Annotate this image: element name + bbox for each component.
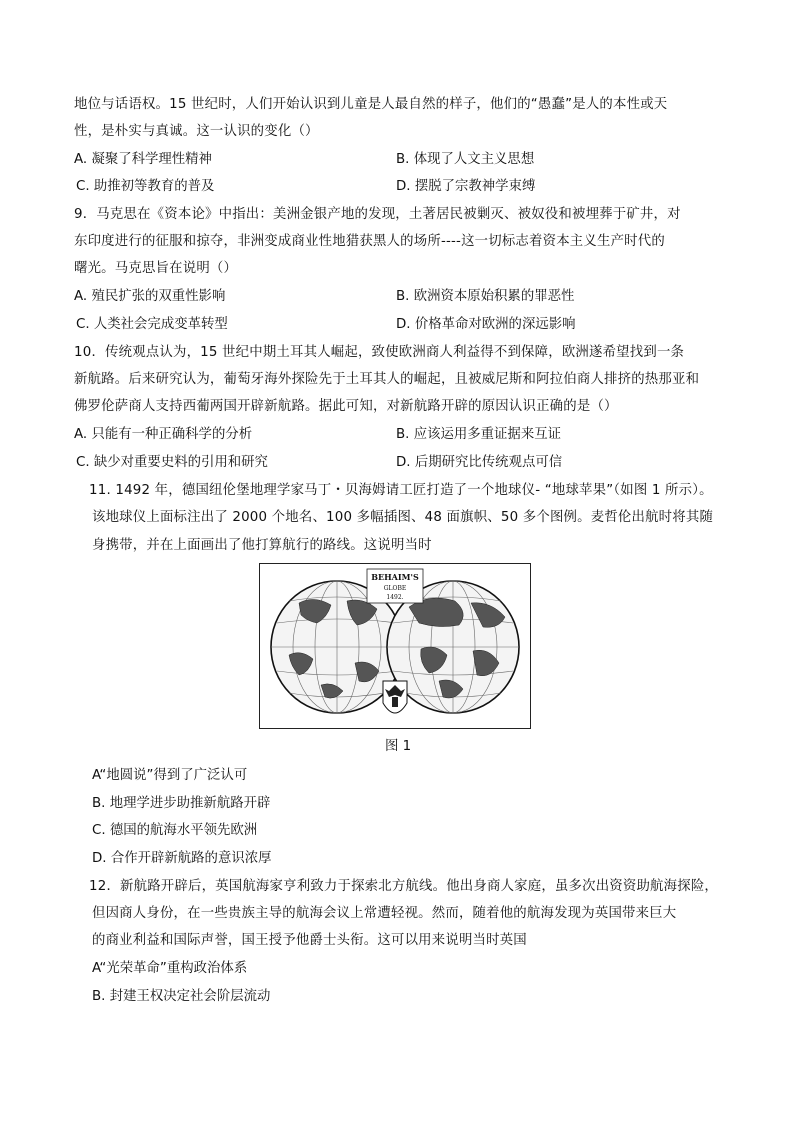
q10-option-b[interactable]: B. 应该运用多重证据来互证 bbox=[396, 427, 561, 442]
q9-option-b[interactable]: B. 欧洲资本原始积累的罪恶性 bbox=[396, 289, 575, 304]
q8-option-a[interactable]: A. 凝聚了科学理性精神 bbox=[74, 152, 212, 167]
figure-caption: 图 1 bbox=[385, 739, 412, 754]
q11-option-b[interactable]: B. 地理学进步助推新航路开辟 bbox=[92, 796, 271, 811]
q12-stem-line-2: 但因商人身份，在一些贵族主导的航海会议上常遭轻视。然而，随着他的航海发现为英国带来巨大 bbox=[92, 906, 677, 921]
q10-option-d[interactable]: D. 后期研究比传统观点可信 bbox=[396, 455, 563, 470]
q11-stem-line-2: 该地球仪上面标注出了 2000 个地名、100 多幅插图、48 面旗帜、50 多个图例。麦哲伦出航时将其随 bbox=[92, 510, 714, 525]
q9-stem-line-3: 曙光。马克思旨在说明（） bbox=[74, 261, 238, 276]
q8-option-c[interactable]: C. 助推初等教育的普及 bbox=[76, 179, 215, 194]
q11-option-c[interactable]: C. 德国的航海水平领先欧洲 bbox=[92, 823, 258, 838]
q12-stem-line-3: 的商业利益和国际声誉，国王授予他爵士头衔。这可以用来说明当时英国 bbox=[92, 933, 527, 948]
figure-title-behaims: BEHAIM'S bbox=[371, 572, 419, 582]
q8-stem-line-2: 性，是朴实与真诚。这一认识的变化（） bbox=[74, 124, 319, 139]
q12-stem-line-1: 12．新航路开辟后，英国航海家亨利致力于探索北方航线。他出身商人家庭，虽多次出资资助航海探险， bbox=[89, 879, 719, 894]
q11-stem-line-1: 11. 1492 年，德国纽伦堡地理学家马丁・贝海姆请工匠打造了一个地球仪- “地球苹果”（如图 1 所示）。 bbox=[89, 483, 713, 498]
q9-option-d[interactable]: D. 价格革命对欧洲的深远影响 bbox=[396, 317, 576, 332]
q10-option-c[interactable]: C. 缺少对重要史料的引用和研究 bbox=[76, 455, 268, 470]
q10-option-a[interactable]: A. 只能有一种正确科学的分析 bbox=[74, 427, 253, 442]
figure-title-year: 1492. bbox=[386, 594, 404, 601]
q9-stem-line-1: 9．马克思在《资本论》中指出：美洲金银产地的发现，土著居民被剿灭、被奴役和被埋葬于矿井，对 bbox=[74, 207, 681, 222]
behaim-globe-figure bbox=[259, 563, 531, 729]
q9-option-c[interactable]: C. 人类社会完成变革转型 bbox=[76, 317, 228, 332]
q11-option-d[interactable]: D. 合作开辟新航路的意识浓厚 bbox=[92, 851, 272, 866]
q10-stem-line-2: 新航路。后来研究认为，葡萄牙海外探险先于土耳其人的崛起，且被威尼斯和阿拉伯商人排挤的热那亚和 bbox=[74, 372, 700, 387]
q8-stem-line-1: 地位与话语权。15 世纪时，人们开始认识到儿童是人最自然的样子，他们的“愚蠢”是人的本性或天 bbox=[74, 97, 668, 112]
globe-map-illustration bbox=[259, 563, 531, 729]
q10-stem-line-3: 佛罗伦萨商人支持西葡两国开辟新航路。据此可知，对新航路开辟的原因认识正确的是（） bbox=[74, 399, 618, 414]
eagle-crest-icon bbox=[383, 681, 407, 713]
q11-stem-line-3: 身携带，并在上面画出了他打算航行的路线。这说明当时 bbox=[92, 538, 432, 553]
q12-option-b[interactable]: B. 封建王权决定社会阶层流动 bbox=[92, 989, 271, 1004]
q12-option-a[interactable]: A“光荣革命”重构政治体系 bbox=[92, 961, 248, 976]
q9-stem-line-2: 东印度进行的征服和掠夺，非洲变成商业性地猎获黑人的场所----这一切标志着资本主义生产时代的 bbox=[74, 234, 665, 249]
q8-option-d[interactable]: D. 摆脱了宗教神学束缚 bbox=[396, 179, 536, 194]
q11-option-a[interactable]: A“地圆说”得到了广泛认可 bbox=[92, 768, 248, 783]
figure-title-globe: GLOBE bbox=[383, 585, 407, 592]
q8-option-b[interactable]: B. 体现了人文主义思想 bbox=[396, 152, 535, 167]
q10-stem-line-1: 10．传统观点认为，15 世纪中期土耳其人崛起，致使欧洲商人利益得不到保障，欧洲遂希望找到一条 bbox=[74, 345, 685, 360]
q9-option-a[interactable]: A. 殖民扩张的双重性影响 bbox=[74, 289, 226, 304]
